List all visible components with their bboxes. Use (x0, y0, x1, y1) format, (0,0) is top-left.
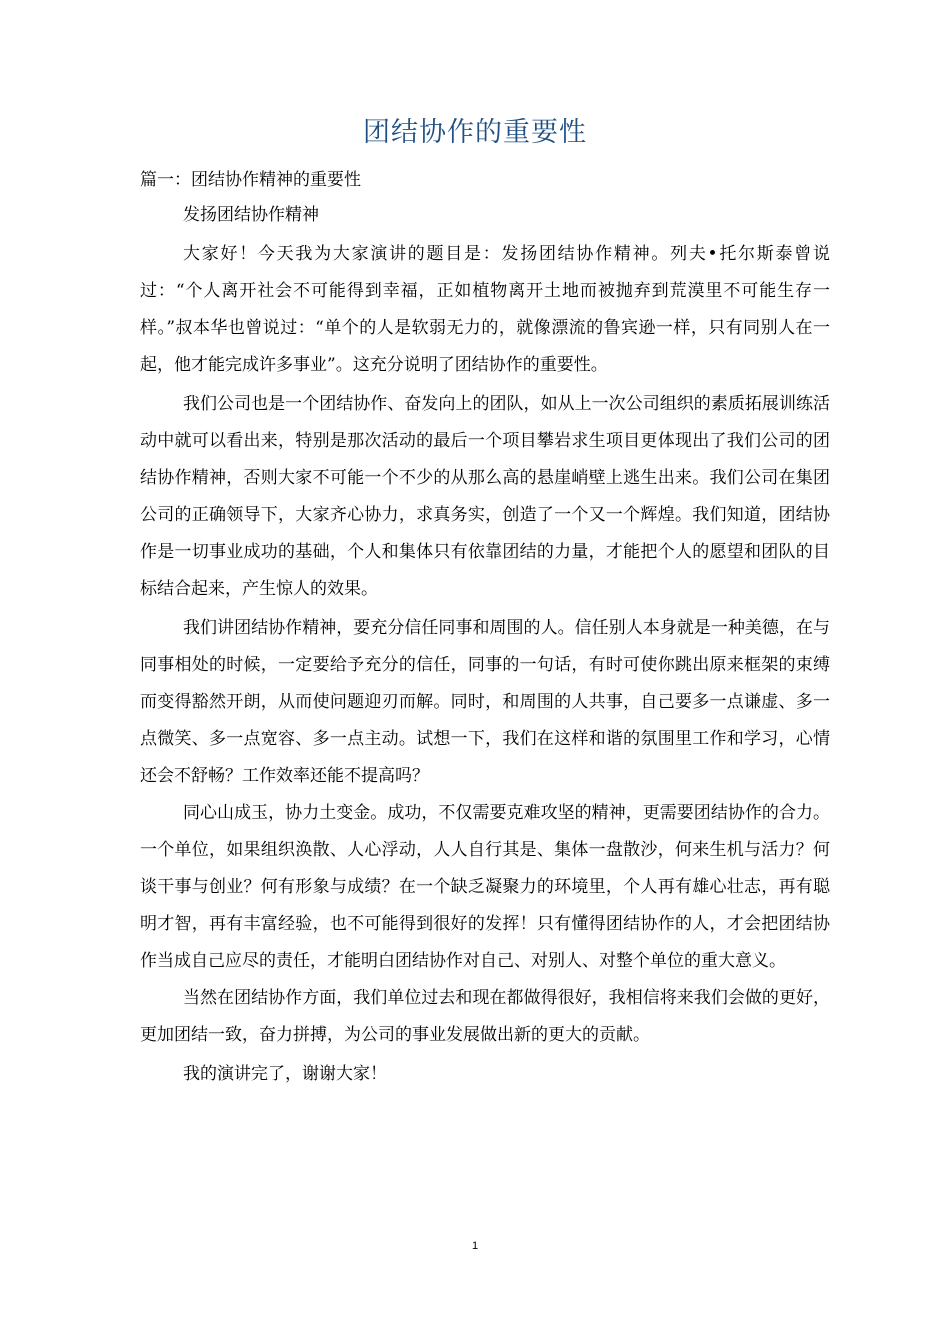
paragraph-2: 我们公司也是一个团结协作、奋发向上的团队，如从上一次公司组织的素质拓展训练活动中就可以看出来，特别是那次活动的最后一个项目攀岩求生项目更体现出了我们公司的团结协作精神，否则大家不可能一个不少的从那么高的悬崖峭壁上逃生出来。我们公司在集团公司的正确领导下，大家齐心协力，求真务实，创造了一个又一个辉煌。我们知道，团结协作是一切事业成功的基础，个人和集体只有依靠团结的力量，才能把个人的愿望和团队的目标结合起来，产生惊人的效果。 (140, 394, 830, 599)
body-text (140, 236, 830, 1093)
sub-heading: 发扬团结协作精神 (183, 205, 319, 225)
page-number: 1 (471, 1240, 479, 1252)
paragraph-3: 我们讲团结协作精神，要充分信任同事和周围的人。信任别人本身就是一种美德，在与同事相处的时候，一定要给予充分的信任，同事的一句话，有时可使你跳出原来框架的束缚而变得豁然开朗，从而使问题迎刃而解。同时，和周围的人共事，自己要多一点谦虚、多一点微笑、多一点宽容、多一点主动。试想一下，我们在这样和谐的氛围里工作和学习，心情还会不舒畅？工作效率还能不提高吗？ (140, 618, 830, 786)
paragraph-5: 当然在团结协作方面，我们单位过去和现在都做得很好，我相信将来我们会做的更好，更加团结一致，奋力拼搏，为公司的事业发展做出新的更大的贡献。 (140, 988, 830, 1045)
paragraph-4: 同心山成玉，协力土变金。成功，不仅需要克难攻坚的精神，更需要团结协作的合力。一个单位，如果组织涣散、人心浮动，人人自行其是、集体一盘散沙，何来生机与活力？何谈干事与创业？何有形象与成绩？在一个缺乏凝聚力的环境里，个人再有雄心壮志，再有聪明才智，再有丰富经验，也不可能得到很好的发挥！只有懂得团结协作的人，才会把团结协作当成自己应尽的责任，才能明白团结协作对自己、对别人、对整个单位的重大意义。 (140, 803, 830, 971)
document-title: 团结协作的重要性 (363, 117, 587, 148)
paragraph-6: 我的演讲完了，谢谢大家！ (183, 1064, 387, 1084)
paragraph-1: 大家好！今天我为大家演讲的题目是：发扬团结协作精神。列夫•托尔斯泰曾说过：“个人离开社会不可能得到幸福，正如植物离开土地而被抛弃到荒漠里不可能生存一样。”叔本华也曾说过：“单个的人是软弱无力的，就像漂流的鲁宾逊一样，只有同别人在一起，他才能完成许多事业”。这充分说明了团结协作的重要性。 (140, 244, 830, 375)
section-heading: 篇一：团结协作精神的重要性 (140, 170, 361, 190)
